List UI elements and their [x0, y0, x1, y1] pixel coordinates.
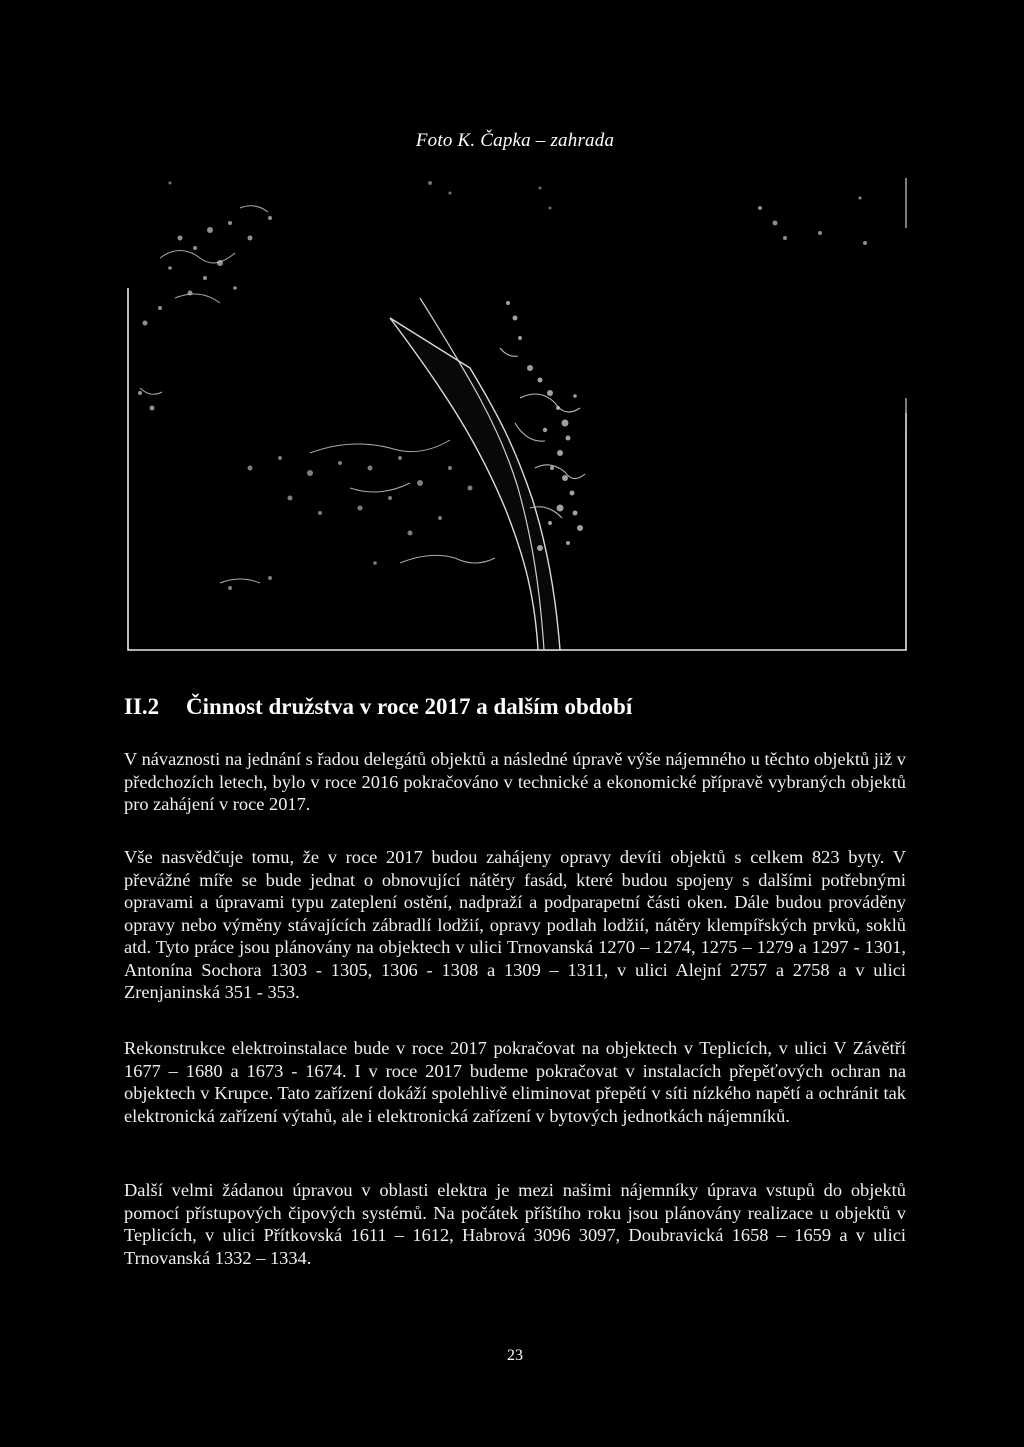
section-title: Činnost družstva v roce 2017 a dalším období [186, 694, 633, 719]
garden-photo-image [120, 168, 910, 658]
paragraph-electrical: Rekonstrukce elektroinstalace bude v roce 2017 pokračovat na objektech v Teplicích, v ulici V Závětří 1677 – 1680 a 1673 - 1674. I v roce 2017 budeme pokračovat v instalacích přepěťových ochran na objektech v Krupce. Tato zařízení dokáží spolehlivě eliminovat přepětí v síti nízkého napětí a ochránit tak elektronická zařízení výtahů, ale i elektronická zařízení v bytových jednotkách nájemníků. [124, 1038, 906, 1126]
paragraph-repairs: Vše nasvědčuje tomu, že v roce 2017 budou zahájeny opravy devíti objektů s celkem 823 byty. V převážné míře se bude jednat o obnovující nátěry fasád, které budou spojeny s dalšími potřebnými opravami a úpravami typu zateplení ostění, nadpraží a podparapetní části oken. Dále budou prováděny opravy nebo výměny stávajících zábradlí lodžií, opravy podlah lodžií, nátěry klempířských prvků, soklů atd. Tyto práce jsou plánovány na objektech v ulici Trnovanská 1270 – 1274, 1275 – 1279 a 1297 - 1301, Antonína Sochora 1303 - 1305, 1306 - 1308 a 1309 – 1311, v ulici Alejní 2757 a 2758 a v ulici Zrenjaninská 351 - 353. [124, 847, 906, 1002]
paragraph-access-systems: Další velmi žádanou úpravou v oblasti elektra je mezi našimi nájemníky úprava vstupů do objektů pomocí přístupových čipových systémů. Na počátek příštího roku jsou plánovány realizace u objektů v Teplicích, v ulici Přítkovská 1611 – 1612, Habrová 3096 3097, Doubravická 1658 – 1659 a v ulici Trnovanská 1332 – 1334. [124, 1180, 906, 1268]
page-number: 23 [507, 1347, 523, 1364]
photo-caption: Foto K. Čapka – zahrada [415, 130, 615, 151]
section-heading [124, 694, 632, 720]
section-number: II.2 [124, 694, 160, 719]
paragraph-preparation: V návaznosti na jednání s řadou delegátů objektů a následné úpravě výše nájemného u těchto objektů již v předchozích letech, bylo v roce 2016 pokračováno v technické a ekonomické přípravě vybraných objektů pro zahájení v roce 2017. [124, 749, 906, 814]
garden-photo [120, 168, 910, 658]
